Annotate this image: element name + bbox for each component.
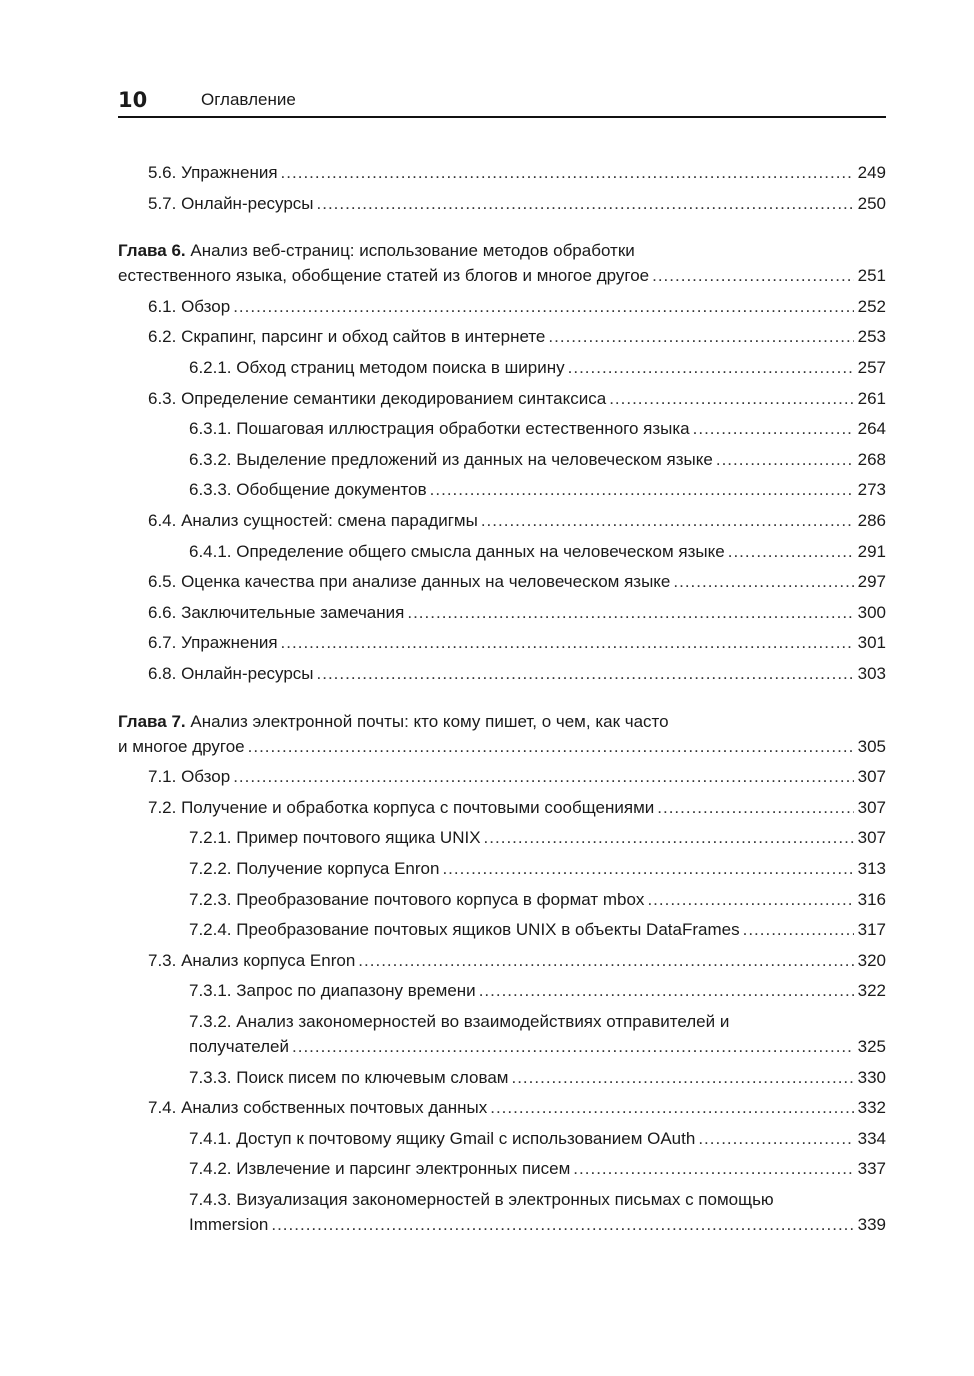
toc-line <box>118 710 886 734</box>
page-ref: 307 <box>857 797 886 817</box>
entry-title: Анализ веб-страниц: использование методов обработки <box>190 241 635 261</box>
entry-title: 6.2. Скрапинг, парсинг и обход сайтов в интернете <box>148 327 546 347</box>
dot-leader <box>657 796 853 820</box>
entry-title: 7.4.2. Извлечение и парсинг электронных писем <box>189 1159 571 1179</box>
page-ref: 325 <box>857 1037 886 1056</box>
toc-line <box>148 295 886 319</box>
toc-line <box>148 631 886 655</box>
entry-title: 6.6. Заключительные замечания <box>148 602 405 622</box>
toc-line <box>148 1096 886 1120</box>
entry-title: 7.2.3. Преобразование почтового корпуса в формат mbox <box>189 889 645 909</box>
dot-leader <box>728 540 854 564</box>
toc-line <box>189 826 886 850</box>
dot-leader <box>407 601 853 625</box>
toc-line <box>189 1188 886 1212</box>
page-ref: 307 <box>857 828 886 848</box>
entry-title: 6.1. Обзор <box>148 296 231 316</box>
entry-title: 6.3. Определение семантики декодированием синтаксиса <box>148 388 607 408</box>
entry-title: 6.5. Оценка качества при анализе данных на человеческом языке <box>148 572 671 592</box>
entry-title: 7.2.4. Преобразование почтовых ящиков UNIX в объекты DataFrames <box>189 920 740 940</box>
toc-line <box>148 192 886 216</box>
page-ref: 307 <box>857 767 886 787</box>
entry-title: 7.2.2. Получение корпуса Enron <box>189 859 440 878</box>
entry-title: 7.2. Получение и обработка корпуса с почтовыми сообщениями <box>148 797 655 817</box>
toc-line <box>189 918 886 942</box>
entry-title: 7.3.2. Анализ закономерностей во взаимодействиях отправителей и <box>189 1012 730 1031</box>
page-ref: 249 <box>857 163 886 182</box>
toc-line <box>118 264 886 288</box>
dot-leader <box>271 1213 853 1237</box>
page-ref: 251 <box>857 266 886 286</box>
page-ref: 268 <box>857 449 886 469</box>
dot-leader <box>358 949 853 973</box>
dot-leader <box>479 979 854 1003</box>
entry-title: 7.3. Анализ корпуса Enron <box>148 950 356 970</box>
entry-title: 6.3.2. Выделение предложений из данных на человеческом языке <box>189 449 713 469</box>
toc-line <box>118 735 886 759</box>
page-ref: 317 <box>857 920 886 940</box>
page-ref: 301 <box>857 633 886 653</box>
entry-title: 7.4.3. Визуализация закономерностей в электронных письмах с помощью <box>189 1190 774 1209</box>
page-ref: 297 <box>857 572 886 592</box>
toc-line <box>189 1157 886 1181</box>
toc-line <box>148 601 886 625</box>
dot-leader <box>292 1035 854 1059</box>
page-ref: 320 <box>857 950 886 970</box>
chapter-label: Глава 6. <box>118 241 186 261</box>
dot-leader <box>281 161 854 185</box>
entry-title: 6.7. Упражнения <box>148 633 278 653</box>
page-ref: 332 <box>857 1098 886 1118</box>
entry-title: Immersion <box>189 1215 269 1234</box>
dot-leader <box>484 826 854 850</box>
entry-title: 6.2.1. Обход страниц методом поиска в ширину <box>189 358 565 377</box>
dot-leader <box>743 918 854 942</box>
toc-line <box>148 662 886 686</box>
toc-line <box>189 1035 886 1059</box>
dot-leader <box>442 857 853 881</box>
page-ref: 300 <box>857 602 886 622</box>
dot-leader <box>233 765 853 789</box>
entry-title: 7.1. Обзор <box>148 767 231 787</box>
toc-line <box>189 356 886 380</box>
entry-title: 6.3.1. Пошаговая иллюстрация обработки естественного языка <box>189 419 690 439</box>
entry-title: 6.4. Анализ сущностей: смена парадигмы <box>148 511 478 530</box>
page-ref: 261 <box>857 388 886 408</box>
entry-title: Анализ электронной почты: кто кому пишет, о чем, как часто <box>190 711 669 731</box>
dot-leader <box>673 570 853 594</box>
toc-line <box>189 979 886 1003</box>
dot-leader <box>573 1157 853 1181</box>
entry-title: 5.6. Упражнения <box>148 163 278 182</box>
page-ref: 313 <box>857 859 886 878</box>
entry-title: 5.7. Онлайн-ресурсы <box>148 193 314 213</box>
page-ref: 334 <box>857 1128 886 1148</box>
toc-line <box>189 1127 886 1151</box>
page-ref: 273 <box>857 480 886 500</box>
toc-line <box>148 796 886 820</box>
dot-leader <box>481 509 854 533</box>
toc-line <box>148 387 886 411</box>
page-ref: 330 <box>857 1067 886 1087</box>
page-ref: 305 <box>857 736 886 756</box>
entry-title: и многое другое <box>118 736 245 756</box>
dot-leader <box>609 387 853 411</box>
toc-line <box>148 765 886 789</box>
dot-leader <box>281 631 854 655</box>
dot-leader <box>490 1096 853 1120</box>
dot-leader <box>647 888 853 912</box>
entry-title: 7.3.1. Запрос по диапазону времени <box>189 981 476 1001</box>
toc-line <box>118 239 886 263</box>
entry-title: 7.3.3. Поиск писем по ключевым словам <box>189 1067 509 1087</box>
entry-title: 7.2.1. Пример почтового ящика UNIX <box>189 828 481 848</box>
toc-line <box>189 478 886 502</box>
page-ref: 252 <box>857 296 886 316</box>
page-ref: 322 <box>857 981 886 1001</box>
entry-title: 6.8. Онлайн-ресурсы <box>148 664 314 683</box>
entry-title: получателей <box>189 1037 289 1056</box>
entry-title: естественного языка, обобщение статей из блогов и многое другое <box>118 266 650 286</box>
toc-line <box>189 857 886 881</box>
toc-line <box>148 161 886 185</box>
toc-line <box>189 540 886 564</box>
page-number: 10 <box>118 88 148 112</box>
toc-line <box>148 949 886 973</box>
running-header <box>118 86 886 118</box>
toc-line <box>189 448 886 472</box>
toc-line <box>189 1213 886 1237</box>
dot-leader <box>317 192 854 216</box>
entry-title: 7.4.1. Доступ к почтовому ящику Gmail с использованием OAuth <box>189 1128 696 1148</box>
dot-leader <box>548 325 853 349</box>
dot-leader <box>693 417 854 441</box>
page-ref: 253 <box>857 327 886 347</box>
page-ref: 316 <box>857 889 886 909</box>
toc-line <box>148 509 886 533</box>
page-ref: 257 <box>857 358 886 377</box>
running-title: Оглавление <box>201 90 296 109</box>
dot-leader <box>430 478 854 502</box>
toc-line <box>189 417 886 441</box>
dot-leader <box>698 1127 853 1151</box>
page-ref: 339 <box>857 1215 886 1234</box>
page-ref: 337 <box>857 1159 886 1179</box>
entry-title: 6.4.1. Определение общего смысла данных на человеческом языке <box>189 541 725 561</box>
toc-line <box>189 1010 886 1034</box>
toc-line <box>148 570 886 594</box>
page-ref: 286 <box>857 511 886 530</box>
dot-leader <box>248 735 854 759</box>
dot-leader <box>652 264 854 288</box>
page-ref: 291 <box>857 541 886 561</box>
toc-line <box>189 888 886 912</box>
entry-title: 7.4. Анализ собственных почтовых данных <box>148 1098 488 1118</box>
toc-line <box>189 1066 886 1090</box>
chapter-label: Глава 7. <box>118 711 186 731</box>
page-ref: 264 <box>857 419 886 439</box>
dot-leader <box>317 662 854 686</box>
page-ref: 303 <box>857 664 886 683</box>
dot-leader <box>568 356 854 380</box>
dot-leader <box>716 448 854 472</box>
page-ref: 250 <box>857 193 886 213</box>
dot-leader <box>233 295 853 319</box>
dot-leader <box>511 1066 853 1090</box>
entry-title: 6.3.3. Обобщение документов <box>189 480 427 500</box>
toc-line <box>148 325 886 349</box>
